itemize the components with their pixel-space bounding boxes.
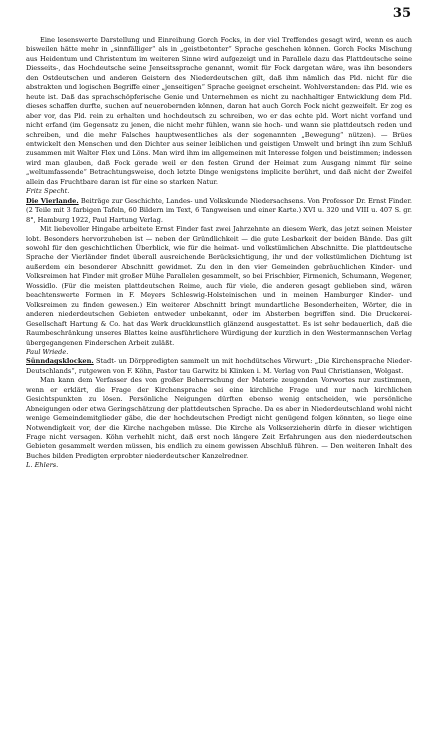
review-vierlande-body: Mit liebevoller Hingabe arbeitete Ernst Finder fast zwei Jahrzehnte an diesem Werk, das jetzt seinen Meister lobt. Besonders hervorzuheben ist — neben der Gründlichkeit — die gute Lesbarkeit der beiden Bände. Das gilt sowohl für den geschichtlichen Überblick, wie für die heimat- und volkstümlichen Abschnitte. Die plattdeutsche Sprache der Vierländer findet überall ausreichende Berücksichtigung, ihr und der volkstümlichen Dichtung ist außerdem ein besonderer Abschnitt gewidmet. Zu den in den vier Gemeinden gebräuchlichen Kinder- und Volksreimen hat Finder mit großer Mühe Parallelen gesammelt, so bei Frischbier, Firmenich, Schumann, Wegener, Wossidlo. (Für die meisten plattdeutschen Reime, auch für viele, die anderen gesagt geblieben sind, wären beachtenswerte Formen in F. Meyers Schleswig-Holsteinischen und in meinen Hamburger Kinder- und Volksreimen zu finden gewesen.) Ein weiterer Abschnitt bringt mundartliche Besonderheiten, Wörter, die in anderen niederdeutschen Gebieten entweder unbekannt, oder im Absterben begriffen sind. Die Druckerei-Gesellschaft Hartung & Co. hat das Werk druckkunstlich glänzend ausgestattet. Es ist sehr bedauerlich, daß die Raumbeschränkung unseres Blattes keine ausführlichere Würdigung der kurzlich in den Westermannschen Verlag übergegangenen Finderschen Arbeit zuläßt.	[26, 225, 412, 347]
review-vierlande-title: Die Vierlande.	[26, 196, 79, 205]
review-vierlande-signature: Paul Wriede.	[26, 347, 69, 356]
review-sunndagsklocken-body: Man kann dem Verfasser des von großer Beherrschung der Materie zeugenden Vorwortes nur zustimmen, wenn er erklärt, die Frage der Kirchensprache sei eine kirchliche Frage und nur nach kirchlichen Gesichtspunkten zu lösen. Persönliche Neigungen dürften ebenso wenig entscheiden, wie persönliche Abneigungen oder etwa Geringschätzung der plattdeutschen Sprache. Da es aber in Niederdeutschland wohl nicht wenige Gemeindemitglieder gäbe, die der hochdeutschen Predigt nicht genügend folgen könnten, so liege eine Notwendigkeit vor, der die Kirche nachgeben müsse. Die Kirche als Volkserzieherin dürfe in dieser wichtigen Frage nicht versagen. Köhn verhehlt nicht, daß erst noch längere Zeit Erfahrungen aus den niederdeutschen Gebieten gesammelt werden müssen, bis endlich zu einem gewissen Abschluß führen. — Den weiteren Inhalt des Buches bilden Predigten erprobter niederdeutscher Kanzelredner.	[26, 376, 412, 460]
page-body	[26, 36, 412, 722]
review-sunndagsklocken-signature: L. Ehlers.	[26, 461, 59, 470]
review-fock-body: Eine lesenswerte Darstellung und Einreihung Gorch Focks, in der viel Treffendes gesagt wird, wenn es auch bisweilen hätte mehr in „sinnfälliger“ als in „geistbetonter“ Sprache geschehen können. Gorch Focks Mischung aus Heidentum und Christentum im weiteren Sinne wird aufgezeigt und in Parallele dazu das Plattdeutsche seine Diesseits-, das Hochdeutsche seine Jenseitssprache genannt, womit für Fock dargetan wäre, was ihn besonders den Ostdeutschen und anderen Geistern des Niederdeutschen gilt, daß ihm nämlich das Pld. nicht für die abstrakten und logischen Begriffe einer „jenseitigen“ Sprache geeignet erscheint. Wohlverstanden: das Pld. wie es heute ist. Daß das sprachschöpferische Genie und Unternehmen es nicht zu nachhaltiger Entwicklung dem Pld. dieses schaffen durfte, suchen auf neuerobernden können, daran hat auch Gorch Fock nicht gezweifelt. Er zog es aber vor, das Pld. rein zu erhalten und hochdeutsch zu schreiben, wo er das echte pld. Wort nicht vorfand und nicht erfand (im Gegensatz zu jenen, die nicht mehr fühlen, wann sie hoch- und wann sie plattdeutsch reden und schreiben, und die mehr Falsches hauptwesentliches als der sogenannten „Bewegung“ nützen). — Brües entwickelt den Menschen und den Dichter aus seiner leiblichen und geistigen Umwelt und bringt ihn zum Schluß zusammen mit Walter Flex und Löns. Man wird ihm im allgemeinen mit Interesse folgen und beistimmen; indessen wird man glauben, daß Fock gerade weil er den festen Grund der Heimat zum Ausgang nimmt für seine „weltumfassende“ Betrachtungsweise, doch letzte Dinge wenigstens implicite berührt, und daß nicht der Zweifel allein das Fruchtbare daran ist für eine so starken Natur.	[26, 36, 412, 186]
review-sunndagsklocken-header	[26, 357, 412, 376]
review-sunndagsklocken-title: Sünndagsklocken.	[26, 357, 94, 366]
review-vierlande-meta: Beiträge zur Geschichte, Landes- und Volkskunde Niedersachsens. Von Professor Dr. Ernst Finder. (2 Teile mit 3 farbigen Tafeln, 60 Bildern im Text, 6 Tangweisen und einer Karte.) XVI u. 320 und VIII u. 407 S. gr. 8°, Hamburg 1922, Paul Hartung Verlag.	[26, 196, 412, 224]
review-vierlande-header	[26, 197, 412, 225]
review-fock-signature: Fritz Specht.	[26, 187, 70, 196]
page-number: 35	[392, 6, 411, 21]
review-sunndagsklocken-meta: Stadt- un Dörppredigten sammelt un mit hochdütsches Vörwurt: „Die Kirchensprache Nieder-Deutschlands“, rutgewen von F. Köhn, Pastor tau Garwitz bi Klinken i. M. Verlag von Paul Christiansen, Wolgast.	[26, 357, 412, 375]
